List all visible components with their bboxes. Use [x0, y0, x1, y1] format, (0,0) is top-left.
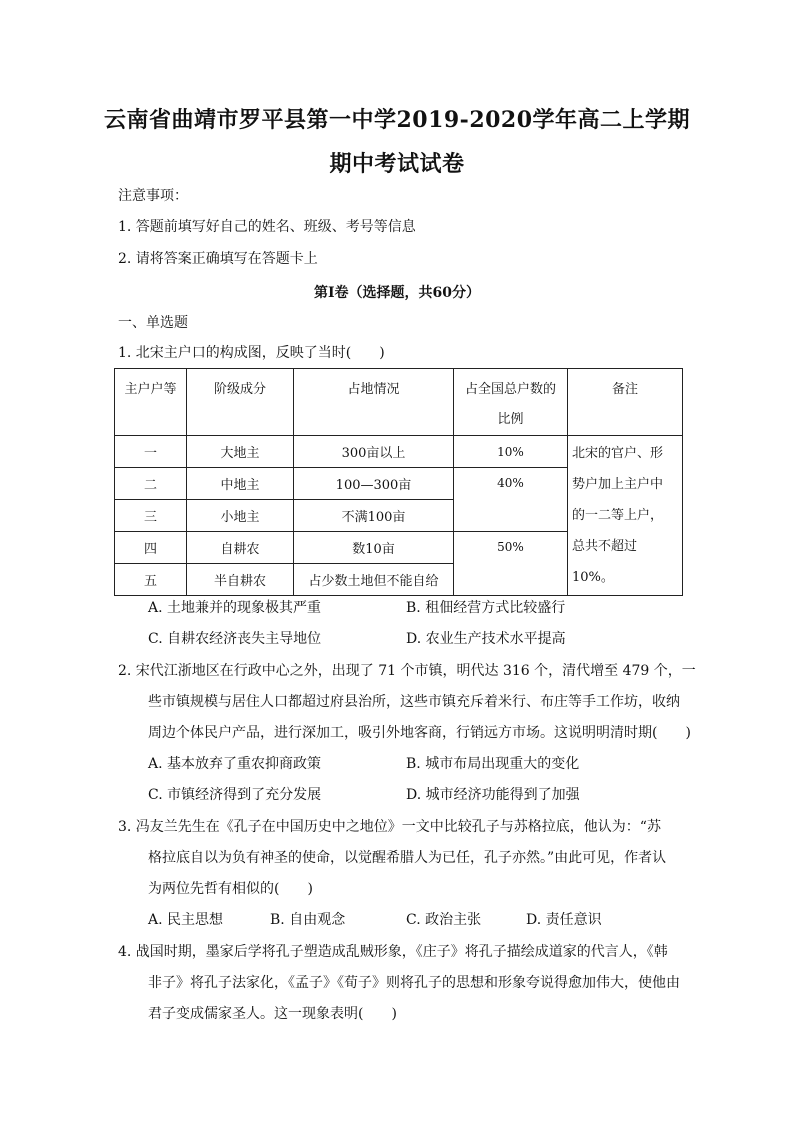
table-header-cell: 主户户等 [115, 369, 187, 436]
q3-option-b: B. 自由观念 [270, 912, 346, 928]
note-line: 的一二等上户， [572, 508, 664, 523]
table-cell: 中地主 [187, 468, 294, 500]
q2-option-a: A. 基本放弃了重农抑商政策 [148, 756, 322, 772]
table-cell: 一 [115, 436, 187, 468]
note-line: 总共不超过10%。 [572, 539, 638, 585]
notice-item-2: 2. 请将答案正确填写在答题卡上 [118, 251, 318, 267]
notice-item-1: 1. 答题前填写好自己的姓名、班级、考号等信息 [118, 219, 416, 235]
q2-option-d: D. 城市经济功能得到了加强 [406, 787, 580, 803]
exam-title-line1: 云南省曲靖市罗平县第一中学2019-2020学年高二上学期 [103, 107, 691, 133]
q2-option-b: B. 城市布局出现重大的变化 [406, 756, 580, 772]
table-cell: 四 [115, 532, 187, 564]
q1-option-b: B. 租佃经营方式比较盛行 [406, 600, 566, 616]
table-header-cell: 占地情况 [294, 369, 454, 436]
table-cell-ratio: 10% [454, 436, 568, 468]
header-ratio-line1: 占全国总户数的 [464, 382, 556, 397]
table-cell: 300亩以上 [294, 436, 454, 468]
q1-stem: 1. 北宋主户口的构成图，反映了当时( ) [118, 345, 385, 361]
table-cell-ratio: 50% [454, 532, 568, 596]
table-row [115, 436, 683, 468]
q4-line2: 非子》将孔子法家化，《孟子》《荀子》则将孔子的思想和形象夸说得愈加伟大，使他由 [148, 975, 680, 991]
table-header-row [115, 369, 683, 436]
table-cell: 半自耕农 [187, 564, 294, 596]
table-cell: 不满100亩 [294, 500, 454, 532]
note-line: 北宋的官户、形 [572, 446, 664, 461]
q3-option-d: D. 责任意识 [526, 912, 602, 928]
table-cell-ratio: 40% [454, 468, 568, 532]
table-cell: 三 [115, 500, 187, 532]
header-ratio-line2: 比例 [497, 412, 524, 427]
q3-option-c: C. 政治主张 [406, 912, 482, 928]
q2-line3: 周边个体民户产品，进行深加工，吸引外地客商，行销远方市场。这说明明清时期( ) [148, 725, 691, 741]
part-heading: 一、单选题 [118, 315, 188, 331]
table-cell: 数10亩 [294, 532, 454, 564]
q1-table [114, 368, 683, 596]
table-note-cell [568, 436, 683, 596]
table-cell: 小地主 [187, 500, 294, 532]
q4-line3: 君子变成儒家圣人。这一现象表明( ) [148, 1006, 397, 1022]
q1-option-d: D. 农业生产技术水平提高 [406, 631, 566, 647]
q3-line1: 3. 冯友兰先生在《孔子在中国历史中之地位》一文中比较孔子与苏格拉底，他认为：“苏 [118, 819, 661, 835]
q4-line1: 4. 战国时期，墨家后学将孔子塑造成乱贼形象，《庄子》将孔子描绘成道家的代言人，《韩 [118, 944, 668, 960]
notice-heading: 注意事项： [118, 188, 188, 204]
section-title: 第Ⅰ卷（选择题，共60分） [313, 285, 481, 301]
table-header-cell-ratio [454, 369, 568, 436]
q2-line1: 2. 宋代江浙地区在行政中心之外，出现了 71 个市镇，明代达 316 个，清代增至 479 个，一 [118, 663, 696, 679]
table-cell: 占少数土地但不能自给 [294, 564, 454, 596]
table-cell: 二 [115, 468, 187, 500]
table-cell: 自耕农 [187, 532, 294, 564]
table-cell: 五 [115, 564, 187, 596]
exam-title-line2: 期中考试试卷 [329, 151, 465, 177]
q1-option-c: C. 自耕农经济丧失主导地位 [148, 631, 322, 647]
q3-line2: 格拉底自以为负有神圣的使命，以觉醒希腊人为已任，孔子亦然。”由此可见，作者认 [148, 850, 667, 866]
q1-option-a: A. 土地兼并的现象极其严重 [148, 600, 322, 616]
table-cell: 100—300亩 [294, 468, 454, 500]
table-header-cell: 阶级成分 [187, 369, 294, 436]
q2-option-c: C. 市镇经济得到了充分发展 [148, 787, 322, 803]
q3-option-a: A. 民主思想 [148, 912, 224, 928]
table-header-cell: 备注 [568, 369, 683, 436]
note-line: 势户加上主户中 [572, 477, 664, 492]
q2-line2: 些市镇规模与居住人口都超过府县治所，这些市镇充斥着米行、布庄等手工作坊，收纳 [148, 694, 680, 710]
q3-line3: 为两位先哲有相似的( ) [148, 881, 313, 897]
table-cell: 大地主 [187, 436, 294, 468]
